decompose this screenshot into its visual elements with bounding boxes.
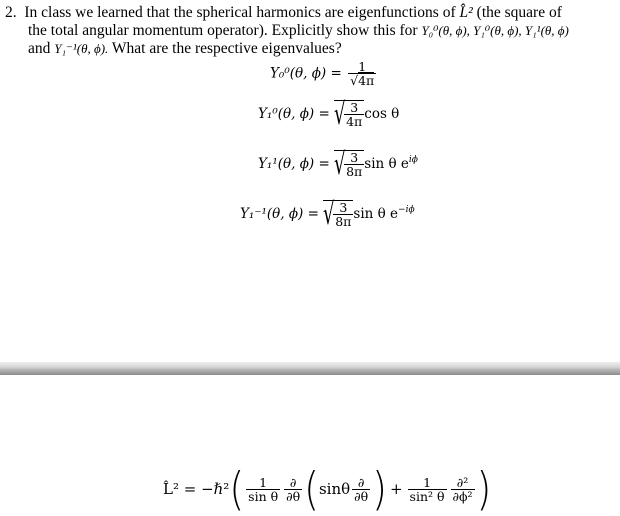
square-root: √ $\frac{3}{8\pi}$: [323, 197, 352, 232]
fraction: $\frac{1}{\text{sin θ}}$: [248, 474, 279, 504]
equation-l-squared-operator: L̂² = −ℏ²( $\frac{1}{\text{sin θ}}$ $\frac{\partial}{\partial\theta}$ (sinθ $\frac{\partial}{\partial\theta}$ ) + $\frac{1}{\text{sin² θ}}$ $\frac{\text{∂²}}{\text{∂ϕ²}}$ ): [163, 462, 492, 516]
problem-line-3: and Y₁⁻¹(θ, ϕ). What are the respective eigenvalues?: [28, 40, 342, 57]
right-paren: ): [372, 462, 387, 516]
equation-y11: Y₁¹(θ, ϕ) = √ $\frac{3}{8\pi}$ sin θ $e^{i\phi}$: [258, 147, 418, 182]
section-divider: [0, 362, 620, 375]
right-paren: ): [476, 462, 492, 516]
fraction: $\frac{\partial}{\partial\theta}$: [286, 474, 301, 504]
equation-y10: Y₁⁰(θ, ϕ) = √ $\frac{3}{4\pi}$ cos θ: [258, 97, 400, 132]
fraction: $\frac{\text{∂²}}{\text{∂ϕ²}}$: [452, 474, 473, 504]
equation-y00: Y₀⁰(θ, ϕ) = $\frac{1}{√4\pi}$: [270, 59, 375, 88]
problem-line-1: 2. In class we learned that the spherical harmonics are eigenfunctions of L̂² (the square of: [5, 4, 562, 21]
left-paren: (: [229, 462, 245, 516]
fraction: $\frac{1}{√4\pi}$: [350, 59, 375, 88]
fraction: $\frac{1}{\text{sin² θ}}$: [409, 474, 445, 504]
problem-number: 2.: [5, 4, 17, 21]
problem-statement: [5, 4, 569, 58]
problem-line-2: the total angular momentum operator). Explicitly show this for Y₀⁰(θ, ϕ), Y₁⁰(θ, ϕ), Y₁¹(θ, ϕ): [28, 22, 569, 39]
equation-y1m1: Y₁⁻¹(θ, ϕ) = √ $\frac{3}{8\pi}$ sin θ $e^{-i\phi}$: [240, 197, 415, 232]
square-root: √ $\frac{3}{8\pi}$: [334, 147, 363, 182]
left-paren: (: [304, 462, 319, 516]
fraction: $\frac{\partial}{\partial\theta}$: [354, 474, 369, 504]
square-root: √ $\frac{3}{4\pi}$: [334, 97, 363, 132]
